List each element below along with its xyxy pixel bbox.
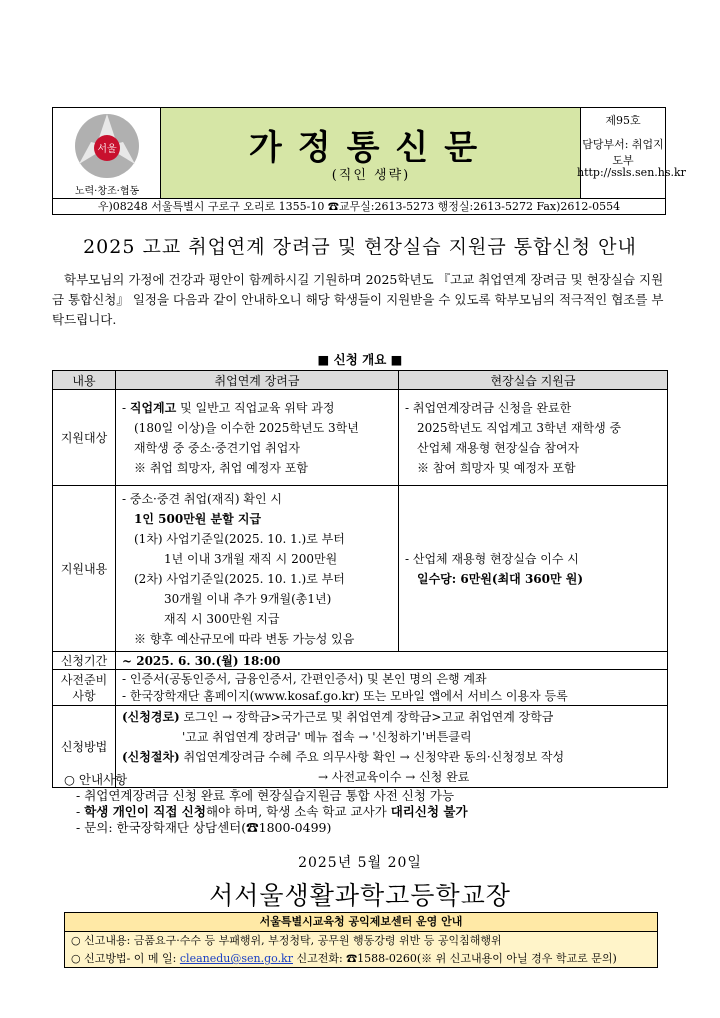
row-label-method: 신청방법 — [53, 706, 116, 788]
prep-line2: - 한국장학재단 홈페이지(www.kosaf.go.kr) 또는 모바일 앱에서 서비스 이용자 등록 — [122, 688, 568, 703]
fieldwork-target-line4: ※ 참여 희망자 및 예정자 포함 — [417, 460, 576, 475]
table-row-target — [53, 390, 668, 486]
whistleblower-line1: ○ 신고내용: 금품요구·수수 등 부패행위, 부정청탁, 공무원 행동강령 위반 등 공익침해행위 — [71, 934, 502, 947]
content-line1: - 중소·중견 취업(재직) 확인 시 — [122, 491, 283, 506]
prep-label-line2: 사항 — [72, 688, 96, 703]
notice-title: ○ 안내사항 — [64, 772, 128, 787]
content-line2: 1인 500만원 분할 지급 — [134, 511, 262, 526]
row-label-prep — [53, 670, 116, 706]
table-row-content — [53, 486, 668, 652]
notice-line3: - 문의: 한국장학재단 상담센터(☎1800-0499) — [76, 820, 332, 835]
newsletter-title: 가정통신문 — [248, 128, 494, 168]
target-line3: 재학생 중 중소·중견기업 취업자 — [134, 440, 300, 455]
period-cell: ~ 2025. 6. 30.(월) 18:00 — [116, 652, 668, 670]
table-row-prep — [53, 670, 668, 706]
emblem-lettering: 서울 — [97, 144, 117, 155]
address-line: 우)08248 서울특별시 구로구 오리로 1355-10 ☎교무실:2613-5273 행정실:2613-5272 Fax)2612-0554 — [53, 198, 665, 215]
newsletter-subtitle: (직인 생략) — [331, 168, 411, 183]
target-line4: ※ 취업 희망자, 취업 예정자 포함 — [134, 460, 308, 475]
procedure-line2: → 사전교육이수 → 신청 완료 — [318, 769, 470, 784]
content-line5: (2차) 사업기준일(2025. 10. 1.)로 부터 — [134, 571, 345, 586]
prep-label-line1: 사전준비 — [60, 672, 108, 687]
route-label: (신청경로) — [122, 709, 180, 724]
target-incentive-cell: - 직업계고 및 일반고 직업교육 위탁 과정 (180일 이상)을 이수한 2025학년도 3학년 재학생 중 중소·중견기업 취업자 ※ 취업 희망자, 취업 예정자 포함 — [116, 390, 399, 486]
table-header-row — [53, 371, 668, 390]
header-incentive: 취업연계 장려금 — [116, 371, 399, 390]
target-line2: (180일 이상)을 이수한 2025학년도 3학년 — [134, 420, 359, 435]
department: 담당부서: 취업지도부 — [582, 138, 664, 167]
route-line2: '고교 취업연계 장려금' 메뉴 접속 → '신청하기'버튼클릭 — [182, 729, 472, 744]
school-principal: 서서울생활과학고등학교장 — [209, 881, 511, 910]
notice-bold-direct: 학생 개인이 직접 신청 — [84, 804, 206, 819]
whistleblower-box — [64, 912, 658, 968]
content-line4: 1년 이내 3개월 재직 시 200만원 — [164, 551, 338, 566]
notice-line1: - 취업연계장려금 신청 완료 후에 현장실습지원금 통합 사전 신청 가능 — [76, 788, 455, 803]
row-label-period: 신청기간 — [53, 652, 116, 670]
whistleblower-line2: ○ 신고방법- 이 메 일: cleanedu@sen.go.kr 신고전화: ☎1588-0260(※ 위 신고내용이 아닐 경우 학교로 문의) — [71, 952, 617, 965]
issue-date: 2025년 5월 20일 — [298, 855, 422, 871]
website-link[interactable]: http://ssls.sen.hs.kr — [577, 166, 686, 179]
row-label-target: 지원대상 — [53, 390, 116, 486]
report-email-link[interactable]: cleanedu@sen.go.kr — [179, 952, 293, 965]
application-overview-table — [52, 370, 668, 788]
title-cell — [161, 108, 581, 198]
whistleblower-title: 서울특별시교육청 공익제보센터 운영 안내 — [65, 913, 657, 932]
newsletter-header — [52, 107, 686, 215]
fieldwork-content-line1: - 산업체 재용형 현장실습 이수 시 — [405, 551, 579, 566]
school-logo-cell — [53, 108, 161, 198]
content-line7: 재직 시 300만원 지급 — [164, 611, 280, 626]
procedure-label: (신청절차) — [122, 749, 180, 764]
row-label-content: 지원내용 — [53, 486, 116, 652]
target-fieldwork-cell — [399, 390, 668, 486]
header-fieldwork: 현장실습 지원금 — [399, 371, 668, 390]
content-incentive-cell — [116, 486, 399, 652]
info-cell — [577, 108, 686, 198]
route-line1: 로그인 → 장학금>국가근로 및 취업연계 장학금>고교 취업연계 장학금 — [179, 709, 554, 724]
procedure-line1: 취업연계장려금 수혜 주요 의무사항 확인 → 신청약관 동의·신청정보 작성 — [179, 749, 565, 764]
notice-section — [64, 772, 674, 836]
intro-paragraph: 학부모님의 가정에 건강과 평안이 함께하시길 기원하며 2025학년도 『고교 취업연계 장려금 및 현장실습 지원금 통합신청』 일정을 다음과 같이 안내하오니 해당 학생들이 지원받을 수 있도록 학부모님의 적극적인 협조를 부탁드립니다. — [52, 272, 664, 327]
content-line3: (1차) 사업기준일(2025. 10. 1.)로 부터 — [134, 531, 345, 546]
fieldwork-content-line2: 일수당: 6만원(최대 360만 원) — [417, 571, 584, 586]
issue-number: 제95호 — [605, 114, 641, 127]
prep-line1: - 인증서(공동인증서, 금융인증서, 간편인증서) 및 본인 명의 은행 계좌 — [122, 671, 487, 686]
section-title: ■ 신청 개요 ■ — [317, 352, 403, 367]
content-line6: 30개월 이내 추가 9개월(총1년) — [164, 591, 332, 606]
fieldwork-target-line3: 산업체 재용형 현장실습 참여자 — [417, 440, 580, 455]
bold-vocational-school: 직업계고 — [129, 400, 177, 415]
fieldwork-target-line2: 2025학년도 직업계고 3학년 재학생 중 — [417, 420, 622, 435]
notice-line2: - 학생 개인이 직접 신청해야 하며, 학생 소속 학교 교사가 대리신청 불가 — [76, 804, 468, 819]
target-line1: 및 일반고 직업교육 위탁 과정 — [176, 400, 335, 415]
content-line8: ※ 향후 예산규모에 따라 변동 가능성 있음 — [134, 631, 355, 646]
prep-cell — [116, 670, 668, 706]
school-emblem-icon — [53, 108, 161, 184]
table-row-period — [53, 652, 668, 670]
notice-bold-proxy: 대리신청 불가 — [390, 804, 468, 819]
fieldwork-target-line1: - 취업연계장려금 신청을 완료한 — [405, 400, 572, 415]
header-content: 내용 — [53, 371, 116, 390]
content-fieldwork-cell — [399, 486, 668, 652]
school-motto: 노력·창조·협동 — [74, 186, 140, 197]
document-heading: 2025 고교 취업연계 장려금 및 현장실습 지원금 통합신청 안내 — [83, 236, 637, 258]
